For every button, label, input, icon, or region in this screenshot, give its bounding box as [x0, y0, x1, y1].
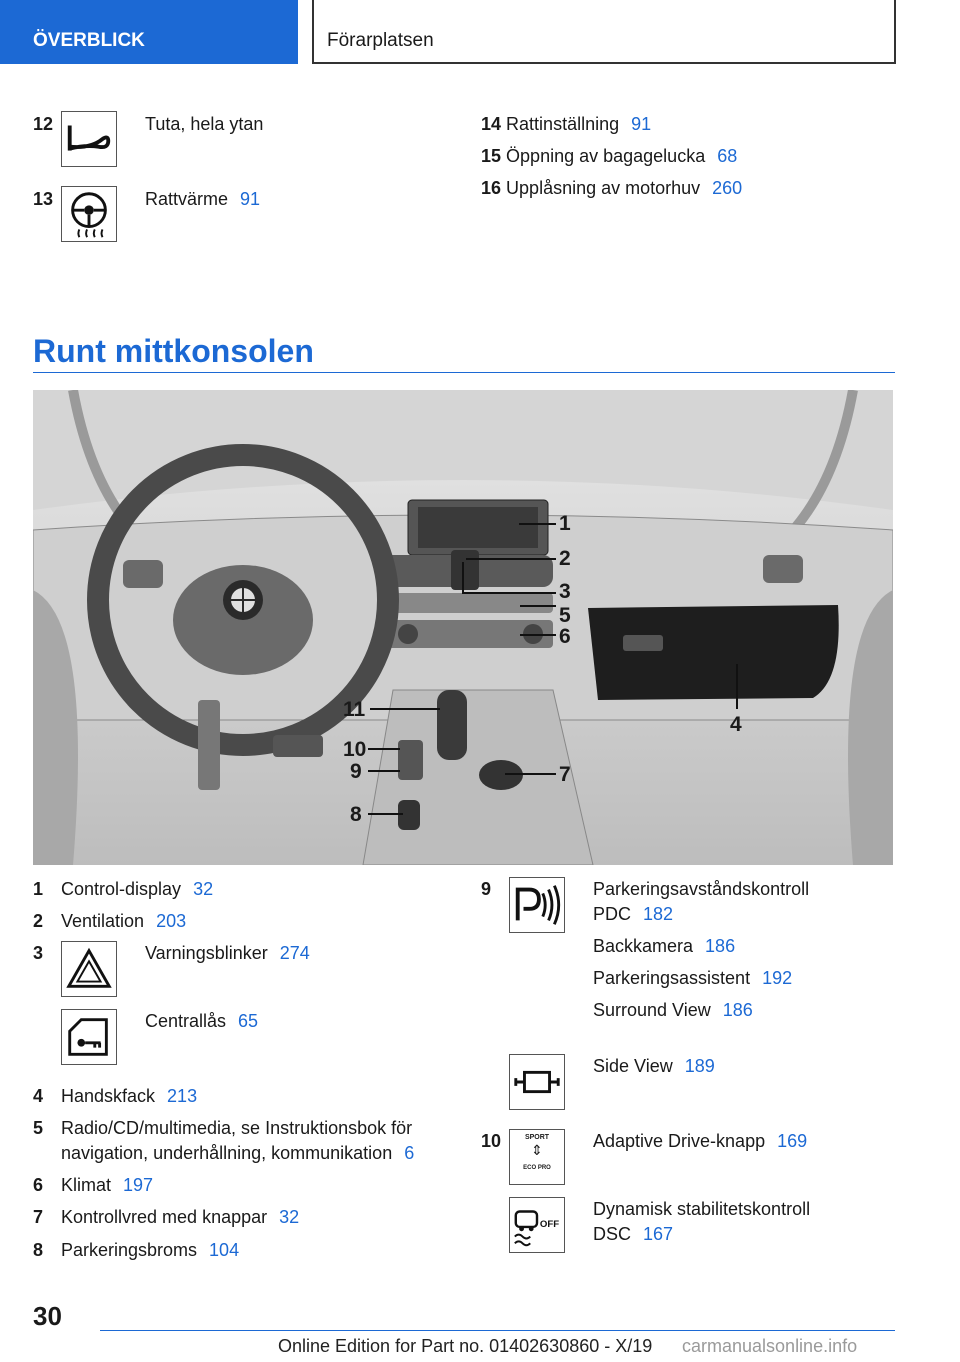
- section-tab[interactable]: ÖVERBLICK: [0, 0, 298, 64]
- list-item: 2: [33, 911, 44, 931]
- list-item: 6: [33, 1175, 44, 1195]
- page-ref-link[interactable]: 32: [193, 879, 214, 899]
- page-ref-link[interactable]: 68: [717, 146, 738, 166]
- item-label: Varningsblinker 274: [145, 943, 310, 963]
- page-ref-link[interactable]: 32: [279, 1207, 300, 1227]
- page-ref-link[interactable]: 182: [643, 904, 674, 924]
- list-item: 15 Öppning av bagagelucka 68: [481, 146, 738, 166]
- callout-label: 9: [350, 760, 362, 783]
- page-title: Förarplatsen: [312, 0, 896, 64]
- callout-label: 3: [559, 580, 571, 603]
- item-label: Klimat 197: [61, 1175, 154, 1195]
- steering-wheel-heating-icon: [61, 186, 117, 242]
- item-label: PDC 182: [593, 904, 674, 924]
- page-ref-link[interactable]: 197: [123, 1175, 154, 1195]
- callout-line: [368, 813, 403, 815]
- list-item: 7: [33, 1207, 44, 1227]
- page-ref-link[interactable]: 65: [238, 1011, 259, 1031]
- page-ref-link[interactable]: 186: [705, 936, 736, 956]
- callout-label: 2: [559, 547, 571, 570]
- callout-label: 8: [350, 803, 362, 826]
- page-ref-link[interactable]: 213: [167, 1086, 198, 1106]
- callout-line: [370, 708, 440, 710]
- callout-line: [520, 605, 556, 607]
- item-label: navigation, underhållning, kommunikation 6: [61, 1143, 415, 1163]
- item-label: Surround View 186: [593, 1000, 753, 1020]
- page-ref-link[interactable]: 91: [240, 189, 261, 209]
- callout-line: [462, 562, 464, 592]
- page-ref-link[interactable]: 203: [156, 911, 187, 931]
- adaptive-drive-icon: [509, 1129, 565, 1185]
- item-label: Side View 189: [593, 1056, 715, 1076]
- callout-line: [462, 592, 556, 594]
- item-label: Dynamisk stabilitetskontroll: [593, 1199, 811, 1219]
- page-ref-link[interactable]: 189: [684, 1056, 715, 1076]
- callout-line: [505, 773, 556, 775]
- callout-line: [520, 634, 556, 636]
- side-view-icon: [509, 1054, 565, 1110]
- page-number: 30: [33, 1301, 62, 1331]
- item-label: Rattvärme 91: [145, 189, 261, 209]
- page-ref-link[interactable]: 91: [631, 114, 652, 134]
- callout-label: 4: [730, 713, 742, 736]
- page-ref-link[interactable]: 260: [712, 178, 743, 198]
- page-ref-link[interactable]: 104: [209, 1240, 240, 1260]
- cockpit-illustration: [33, 390, 893, 865]
- item-number: 13: [33, 189, 54, 209]
- callout-line: [466, 558, 556, 560]
- edition-text: Online Edition for Part no. 01402630860 - X/19: [278, 1336, 653, 1356]
- list-item: 14 Rattinställning 91: [481, 114, 652, 134]
- item-label: Parkeringsassistent 192: [593, 968, 793, 988]
- callout-label: 5: [559, 604, 571, 627]
- item-label: Parkeringsbroms 104: [61, 1240, 240, 1260]
- list-item: 4: [33, 1086, 44, 1106]
- list-item: 5: [33, 1118, 44, 1138]
- item-number: 12: [33, 114, 54, 134]
- page-ref-link[interactable]: 6: [404, 1143, 415, 1163]
- callout-label: 6: [559, 625, 571, 648]
- list-item: 9: [481, 879, 492, 899]
- page-ref-link[interactable]: 192: [762, 968, 793, 988]
- list-item: 1: [33, 879, 44, 899]
- central-locking-icon: [61, 1009, 117, 1065]
- item-label: DSC 167: [593, 1224, 674, 1244]
- eco-pro-label: ECO PRO: [523, 1165, 551, 1171]
- item-label: Ventilation 203: [61, 911, 187, 931]
- item-label: Handskfack 213: [61, 1086, 198, 1106]
- item-label: Parkeringsavståndskontroll: [593, 879, 810, 899]
- callout-label: 7: [559, 763, 571, 786]
- item-label: Backkamera 186: [593, 936, 736, 956]
- callout-label: 11: [343, 698, 366, 721]
- page-ref-link[interactable]: 167: [643, 1224, 674, 1244]
- callout-line: [368, 748, 400, 750]
- callout-line: [736, 664, 738, 709]
- item-label: Kontrollvred med knappar 32: [61, 1207, 300, 1227]
- item-label: Centrallås 65: [145, 1011, 259, 1031]
- item-label: Adaptive Drive-knapp 169: [593, 1131, 808, 1151]
- divider: [100, 1330, 895, 1331]
- park-distance-control-icon: [509, 877, 565, 933]
- item-label: Radio/CD/multimedia, se Instruktionsbok för: [61, 1118, 413, 1138]
- page-ref-link[interactable]: 274: [279, 943, 310, 963]
- item-label: Control-display 32: [61, 879, 214, 899]
- callout-line: [368, 770, 400, 772]
- callout-label: 10: [343, 738, 367, 761]
- list-item: 16 Upplåsning av motorhuv 260: [481, 178, 743, 198]
- horn-icon: [61, 111, 117, 167]
- divider: [33, 372, 895, 373]
- off-label: OFF: [539, 1218, 560, 1230]
- section-heading: Runt mittkonsolen: [33, 333, 314, 369]
- list-item: 8: [33, 1240, 44, 1260]
- hazard-warning-icon: [61, 941, 117, 997]
- dsc-off-icon: [509, 1197, 565, 1253]
- callout-label: 1: [559, 512, 571, 535]
- list-item: 10: [481, 1131, 502, 1151]
- page-ref-link[interactable]: 186: [722, 1000, 753, 1020]
- sport-label: SPORT: [524, 1134, 550, 1141]
- watermark: carmanualsonline.info: [682, 1336, 858, 1356]
- page-ref-link[interactable]: 169: [777, 1131, 808, 1151]
- list-item: 3: [33, 943, 44, 963]
- callout-line: [519, 523, 556, 525]
- updown-arrow-icon: ⇕: [531, 1142, 543, 1158]
- item-label: Tuta, hela ytan: [145, 114, 264, 134]
